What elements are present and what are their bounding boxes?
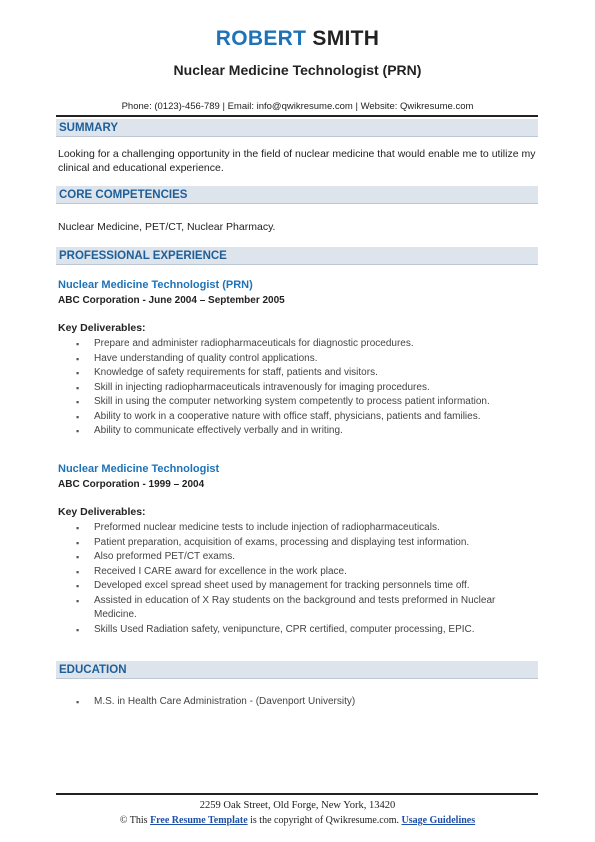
list-item: ▪ Skills Used Radiation safety, venipuncture, CPR certified, computer processing, EPIC.	[58, 623, 536, 638]
job-2-deliverables	[58, 521, 536, 637]
last-name: SMITH	[312, 27, 380, 50]
list-item: ▪ Skill in using the computer networking system competently to process patient information.	[58, 395, 536, 410]
competencies-heading: CORE COMPETENCIES	[56, 186, 538, 204]
bullet-icon: ▪	[76, 624, 80, 635]
job-1-deliverables	[58, 337, 536, 439]
list-item: ▪ Knowledge of safety requirements for staff, patients and visitors.	[58, 366, 536, 381]
bullet-icon: ▪	[76, 426, 80, 436]
contact-line: Phone: (0123)-456-789 | Email: info@qwikresume.com | Website: Qwikresume.com	[121, 101, 474, 112]
list-item: ▪ Prepare and administer radiopharmaceuticals for diagnostic procedures.	[58, 337, 536, 352]
list-item: ▪ M.S. in Health Care Administration - (Davenport University)	[58, 695, 536, 710]
footer-copyright	[0, 815, 595, 826]
bullet-icon: ▪	[76, 552, 80, 562]
education-list	[58, 695, 536, 710]
candidate-title: Nuclear Medicine Technologist (PRN)	[173, 62, 422, 78]
bullet-icon: ▪	[76, 537, 80, 548]
bullet-icon: ▪	[76, 368, 80, 378]
education-heading: EDUCATION	[56, 661, 538, 679]
list-item: ▪ Assisted in education of X Ray students on the background and tests preformed in Nuclear Medicine.	[76, 594, 496, 620]
bullet-icon: ▪	[76, 397, 80, 407]
list-item: ▪ Patient preparation, acquisition of exams, processing and displaying test information.	[58, 536, 536, 551]
copyright-prefix: © This	[119, 815, 148, 826]
summary-text: Looking for a challenging opportunity in the field of nuclear medicine that would enable me to utilize my clinical and educational experience.	[58, 148, 536, 174]
job-title: Nuclear Medicine Technologist (PRN)	[58, 279, 253, 291]
bullet-icon: ▪	[76, 595, 80, 606]
footer-divider	[56, 793, 538, 795]
bullet-icon: ▪	[76, 566, 80, 577]
bullet-icon: ▪	[76, 523, 80, 533]
bullet-icon: ▪	[76, 581, 80, 591]
job-title: Nuclear Medicine Technologist	[58, 463, 220, 475]
bullet-icon: ▪	[76, 353, 80, 364]
deliverables-label: Key Deliverables:	[58, 506, 146, 518]
list-item: ▪ Received I CARE award for excellence in the work place.	[58, 565, 536, 580]
job-company: ABC Corporation - June 2004 – September 2005	[58, 295, 285, 306]
job-company: ABC Corporation - 1999 – 2004	[58, 479, 205, 490]
header-divider	[56, 115, 538, 117]
copyright-text: is the copyright of Qwikresume.com.	[250, 815, 399, 826]
list-item: ▪ Also preformed PET/CT exams.	[58, 550, 536, 565]
list-item: ▪ Ability to communicate effectively verbally and in writing.	[58, 424, 536, 439]
deliverables-label: Key Deliverables:	[58, 322, 146, 334]
list-item: ▪ Developed excel spread sheet used by management for tracking personnels time off.	[58, 579, 536, 594]
list-item: ▪ Ability to work in a cooperative nature with office staff, physicians, patients and families.	[58, 410, 536, 425]
list-item: ▪ Skill in injecting radiopharmaceuticals intravenously for imaging procedures.	[58, 381, 536, 396]
free-resume-template-link[interactable]: Free Resume Template	[150, 815, 248, 826]
usage-guidelines-link[interactable]: Usage Guidelines	[401, 815, 476, 826]
candidate-name	[0, 27, 595, 51]
list-item: ▪ Have understanding of quality control applications.	[58, 352, 536, 367]
first-name: ROBERT	[215, 27, 307, 50]
bullet-icon: ▪	[76, 411, 80, 422]
footer-address: 2259 Oak Street, Old Forge, New York, 13420	[199, 800, 396, 811]
experience-heading: PROFESSIONAL EXPERIENCE	[56, 247, 538, 265]
bullet-icon: ▪	[76, 339, 80, 349]
bullet-icon: ▪	[76, 382, 80, 393]
summary-heading: SUMMARY	[56, 119, 538, 137]
list-item: ▪ Preformed nuclear medicine tests to include injection of radiopharmaceuticals.	[58, 521, 536, 536]
competencies-text: Nuclear Medicine, PET/CT, Nuclear Pharmacy.	[58, 221, 276, 233]
bullet-icon: ▪	[76, 697, 80, 707]
